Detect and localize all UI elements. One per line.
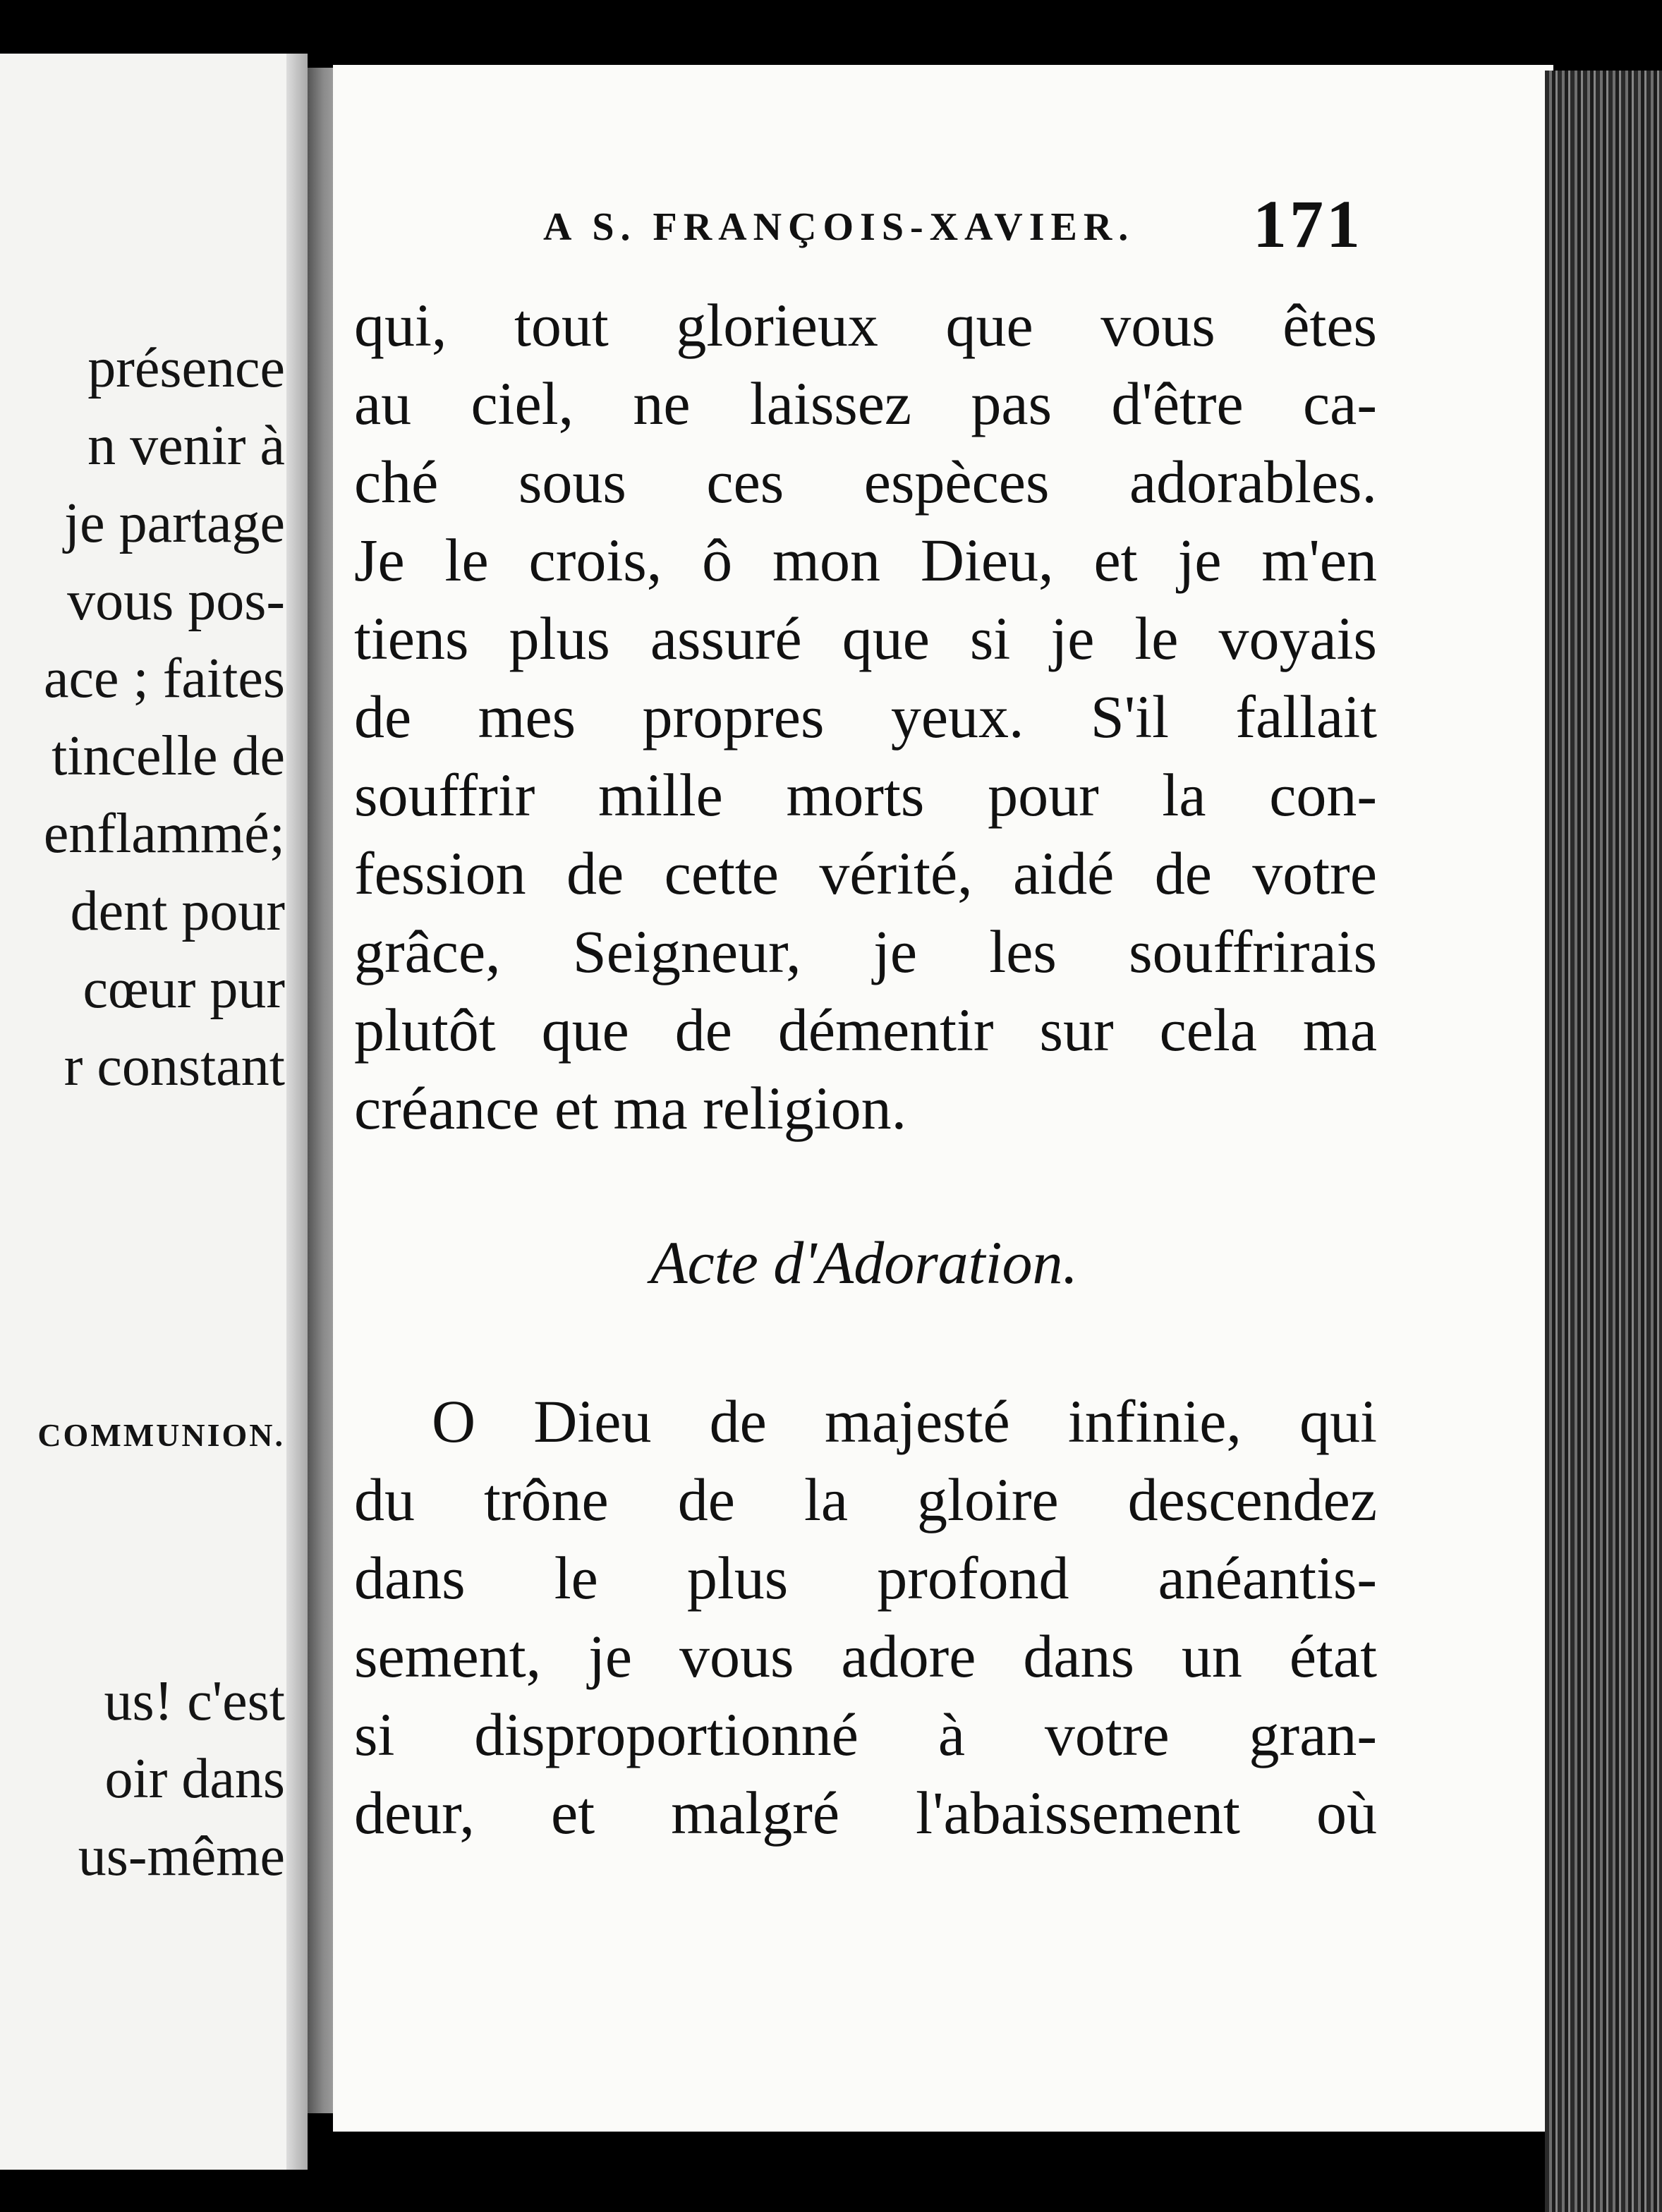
text-line: dans le plus profond anéantis- <box>354 1544 1377 1612</box>
section-heading: Acte d'Adoration. <box>650 1229 1078 1296</box>
text-line: plutôt que de démentir sur cela ma <box>354 996 1377 1064</box>
running-head: A S. FRANÇOIS-XAVIER. <box>543 205 1135 249</box>
text-line: Je le crois, ô mon Dieu, et je m'en <box>354 526 1377 594</box>
text-line: tiens plus assuré que si je le voyais <box>354 604 1377 672</box>
text-line: fession de cette vérité, aidé de votre <box>354 839 1377 907</box>
left-line: dent pour <box>70 880 285 942</box>
left-line: ace ; faites <box>44 648 285 710</box>
paragraph-2 <box>354 1382 1377 1852</box>
left-line: r constant <box>63 1035 285 1098</box>
text-line: au ciel, ne laissez pas d'être ca- <box>354 370 1377 437</box>
text-line: grâce, Seigneur, je les souffrirais <box>354 918 1377 985</box>
text-line: de mes propres yeux. S'il fallait <box>354 683 1377 750</box>
text-line: qui, tout glorieux que vous êtes <box>354 291 1377 359</box>
left-line: enflammé; <box>43 803 285 865</box>
left-line: je partage <box>63 492 285 554</box>
left-line: us! c'est <box>104 1670 285 1732</box>
left-page-fragment <box>0 54 308 2170</box>
text-line: deur, et malgré l'abaissement où <box>354 1779 1377 1847</box>
left-page-shadow <box>286 54 308 2170</box>
left-line-communion: COMMUNION. <box>37 1417 285 1453</box>
text-line: souffrir mille morts pour la con- <box>354 761 1377 829</box>
left-line: tincelle de <box>51 725 285 787</box>
left-line: us-même <box>78 1825 285 1888</box>
text-line: sement, je vous adore dans un état <box>354 1622 1377 1690</box>
left-line: n venir à <box>87 415 285 477</box>
left-line: oir dans <box>104 1748 285 1810</box>
text-line: si disproportionné à votre gran- <box>354 1701 1377 1768</box>
text-line: ché sous ces espèces adorables. <box>354 448 1377 516</box>
text-line: du trône de la gloire descendez <box>354 1466 1377 1533</box>
text-line: O Dieu de majesté infinie, qui <box>432 1387 1377 1455</box>
left-line: présence <box>87 337 285 399</box>
left-line: cœur pur <box>83 958 285 1020</box>
left-line: vous pos- <box>67 570 285 632</box>
text-line: créance et ma religion. <box>354 1074 907 1142</box>
page-number: 171 <box>1253 186 1363 262</box>
paragraph-1 <box>354 286 1377 1148</box>
page-edge-stack <box>1545 71 1662 2212</box>
